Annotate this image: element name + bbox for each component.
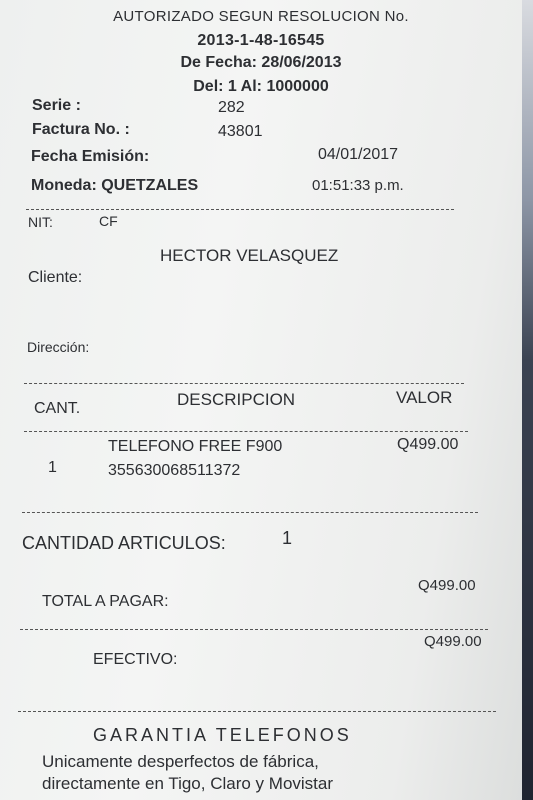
cliente-label: Cliente:	[28, 269, 83, 286]
direccion-label: Dirección:	[27, 339, 90, 355]
nit-label: NIT:	[28, 214, 53, 230]
cantidad-articulos-label: CANTIDAD ARTICULOS:	[22, 533, 226, 553]
range-line: Del: 1 Al: 1000000	[193, 78, 329, 95]
efectivo-value: Q499.00	[424, 633, 482, 650]
efectivo-label: EFECTIVO:	[93, 651, 178, 668]
col-desc-header: DESCRIPCION	[177, 390, 296, 409]
resolution-number: 2013-1-48-16545	[197, 32, 325, 49]
divider	[26, 209, 454, 210]
total-label: TOTAL A PAGAR:	[42, 593, 169, 610]
total-value: Q499.00	[418, 577, 476, 594]
nit-value: CF	[99, 213, 118, 229]
moneda-label: Moneda: QUETZALES	[31, 177, 199, 194]
cantidad-articulos-value: 1	[282, 528, 293, 548]
customer-name: HECTOR VELASQUEZ	[160, 246, 339, 265]
item-serial: 355630068511372	[108, 462, 241, 479]
factura-value: 43801	[218, 123, 263, 140]
divider	[20, 629, 488, 630]
factura-label: Factura No. :	[32, 121, 130, 138]
hora-value: 01:51:33 p.m.	[312, 177, 404, 194]
serie-label: Serie :	[32, 97, 81, 114]
col-valor-header: VALOR	[396, 388, 453, 407]
serie-value: 282	[218, 99, 245, 116]
garantia-line-2: directamente en Tigo, Claro y Movistar	[42, 774, 334, 793]
divider	[24, 431, 468, 432]
authorized-line: AUTORIZADO SEGUN RESOLUCION No.	[113, 8, 409, 25]
item-description: TELEFONO FREE F900	[108, 438, 283, 455]
garantia-line-1: Unicamente desperfectos de fábrica,	[42, 752, 319, 771]
divider	[18, 711, 496, 712]
fecha-emision-label: Fecha Emisión:	[31, 148, 150, 165]
resolution-date: De Fecha: 28/06/2013	[180, 54, 342, 71]
col-cant-header: CANT.	[34, 400, 81, 417]
item-cant: 1	[48, 459, 57, 476]
fecha-emision-value: 04/01/2017	[318, 146, 399, 163]
divider	[24, 383, 464, 384]
divider	[22, 512, 478, 513]
item-valor: Q499.00	[397, 436, 459, 453]
garantia-title: GARANTIA TELEFONOS	[93, 725, 352, 745]
